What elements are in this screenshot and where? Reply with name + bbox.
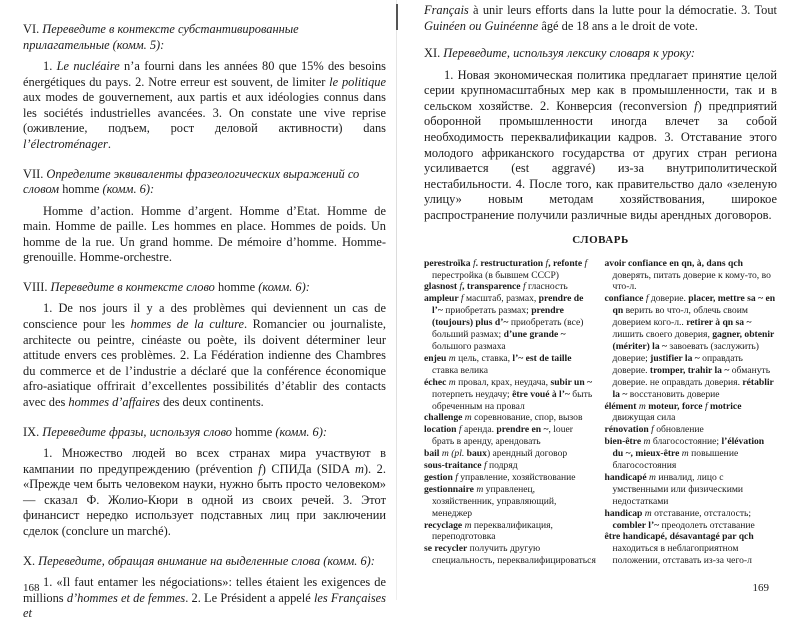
exercise-heading bbox=[23, 167, 386, 198]
dictionary-run: аренда. bbox=[461, 424, 497, 436]
dictionary-entry bbox=[424, 472, 597, 484]
text-run: f bbox=[694, 98, 698, 113]
text-run: 1. «Il faut entamer les négociations»: telles étaient les exigences de millions bbox=[23, 575, 386, 605]
dictionary-run: f bbox=[472, 257, 476, 269]
dictionary-run: провал, крах, неудача, bbox=[455, 376, 551, 388]
page-number-left: 168 bbox=[23, 582, 40, 594]
dictionary-run: отставание, отсталость; bbox=[651, 507, 752, 519]
text-run: d’hommes et de femmes bbox=[66, 590, 186, 605]
exercise-heading bbox=[424, 46, 777, 62]
dictionary-run: bail bbox=[424, 448, 442, 460]
dictionary-run: благосостояние; bbox=[650, 436, 722, 448]
dictionary-run: combler l’~ bbox=[612, 519, 660, 531]
dictionary-run: m bbox=[464, 519, 472, 531]
dictionary-run: преодолеть отставание bbox=[659, 519, 755, 531]
exercise-number: VIII. bbox=[23, 279, 51, 294]
dictionary-run: confiance bbox=[604, 293, 646, 305]
dictionary-run: цель, ставка, bbox=[455, 352, 513, 364]
dictionary-run: gestion bbox=[424, 471, 456, 483]
text-run: ). 2. «Прежде чем быть человеком науки, нужно быть просто человеком» — сказал Ф. Жолио-Кюри в одной из своих речей. 3. Этот финансист нередко использует подставных лиц при заключении сделок (conclure un marché). bbox=[23, 461, 386, 539]
dictionary-entry bbox=[424, 353, 597, 377]
dictionary-run: perestroïka bbox=[424, 257, 473, 269]
text-run: 1. Новая экономическая политика предлагает принятие целой серии крупномасштабных мер как в промышленности, так и в сельском хозяйстве. 2. Конверсия (reconversion bbox=[424, 67, 777, 113]
dictionary-run: l’~ est de taille bbox=[512, 352, 572, 364]
dictionary-entry bbox=[424, 424, 597, 448]
dictionary-entry bbox=[424, 543, 597, 567]
dictionary-run: f bbox=[458, 424, 462, 436]
exercise-instruction: Переведите, обращая внимание на выделенные слова (комм. 6): bbox=[38, 553, 375, 568]
text-run: ) СПИДа (SIDA bbox=[261, 461, 355, 476]
dictionary-run: restructuration bbox=[480, 257, 546, 269]
dictionary-run: управленец, хозяйственник, управляющий, менеджер bbox=[432, 483, 557, 519]
dictionary-run: rétablir la ~ bbox=[612, 376, 774, 400]
dictionary-run: приобретать размах; bbox=[442, 305, 532, 317]
exercise-instruction: homme bbox=[62, 182, 100, 197]
dictionary-run: m bbox=[643, 436, 651, 448]
dictionary-run: d’une grande ~ bbox=[503, 329, 566, 341]
dictionary-run: подряд bbox=[486, 460, 518, 472]
exercise-instruction: Переведите, используя лексику словаря к уроку: bbox=[443, 46, 695, 61]
dictionary-run: лишить своего доверия, bbox=[612, 329, 713, 341]
dictionary-run: , bbox=[548, 257, 553, 269]
exercise-paragraph bbox=[23, 59, 386, 153]
dictionary-entry bbox=[424, 293, 597, 353]
dictionary-run: m bbox=[638, 400, 646, 412]
dictionary-run: enjeu bbox=[424, 352, 449, 364]
exercise-paragraph bbox=[23, 575, 386, 622]
exercise-heading bbox=[23, 554, 386, 570]
text-run: hommes d’affaires bbox=[68, 395, 160, 409]
dictionary-run: движущая сила bbox=[612, 412, 676, 424]
dictionary-entry bbox=[424, 484, 597, 520]
dictionary-run: f bbox=[704, 400, 708, 412]
exercise-heading bbox=[23, 280, 386, 296]
text-run: m bbox=[354, 461, 364, 476]
dictionary-run: prendre en ~ bbox=[496, 424, 549, 436]
exercise-instruction: (комм. 6): bbox=[255, 279, 310, 294]
text-run: 1. De nos jours il y a des problèmes qui deviennent un cas de conscience pour les bbox=[23, 301, 386, 332]
dictionary-run: l’élévation du ~, mieux-être bbox=[612, 436, 765, 460]
exercise-number: VI. bbox=[23, 22, 43, 36]
dictionary-entry bbox=[424, 448, 597, 460]
dictionary-run: handicapé bbox=[604, 471, 650, 483]
dictionary-run: f bbox=[483, 460, 487, 472]
dictionary-run: m bbox=[448, 376, 456, 388]
text-run: . bbox=[107, 136, 111, 151]
dictionary-run: быть обреченным на провал bbox=[432, 388, 593, 412]
dictionary-run: гласность bbox=[525, 281, 568, 293]
dictionary bbox=[424, 258, 777, 568]
dictionary-run: ставка велика bbox=[432, 364, 488, 376]
exercise-instruction: Переведите в контексте слово bbox=[50, 279, 218, 294]
dictionary-run: обмануть доверие. не оправдать доверия. bbox=[612, 364, 771, 388]
exercise-number: VII. bbox=[23, 166, 47, 181]
dictionary-run: être handicapé, désavantagé par qch bbox=[604, 531, 754, 543]
dictionary-run: переквалификация, переподготовка bbox=[432, 519, 553, 543]
dictionary-run: prendre (toujours) plus d’~ bbox=[432, 305, 564, 329]
text-run: âgé de 18 ans a le droit de vote. bbox=[538, 18, 698, 33]
text-run: f bbox=[258, 461, 262, 476]
dictionary-run: оправдать доверие. bbox=[612, 352, 743, 376]
dictionary-run: m bbox=[644, 507, 652, 519]
dictionary-run: приобретать (все) больший размах; bbox=[432, 317, 584, 341]
dictionary-run: recyclage bbox=[424, 519, 465, 531]
dictionary-entry bbox=[605, 401, 778, 425]
dictionary-run: f bbox=[460, 293, 464, 305]
right-page bbox=[398, 0, 793, 600]
dictionary-run: subir un ~ bbox=[550, 376, 593, 388]
dictionary-run: location bbox=[424, 424, 459, 436]
dictionary-run: tromper, trahir la ~ bbox=[649, 364, 730, 376]
text-run: ) предприятий оборонной промышленности иногда влечет за собой необходимость переквалификации кадров. 3. Отставание этого молодого африканского государства от других стран региона усиливается (est aggravé) из-за внутриполитической нестабильности. 4. После того, как правительство дало «зеленую улицу» новым методам хозяйствования, широкое распространение получили различные виды арендных договоров. bbox=[424, 98, 777, 223]
dictionary-run: motrice bbox=[707, 400, 742, 412]
text-run: le politique bbox=[329, 74, 387, 89]
dictionary-run: потерпеть неудачу; bbox=[432, 388, 513, 400]
dictionary-run: m (pl. bbox=[441, 448, 465, 460]
text-run: à unir leurs efforts dans la lutte pour la démocratie. 3. Tout bbox=[468, 3, 777, 17]
text-run: Le nucléaire bbox=[56, 59, 120, 73]
dictionary-run: être voué à l’~ bbox=[512, 388, 570, 400]
dictionary-entry bbox=[605, 531, 778, 567]
dictionary-run: f bbox=[455, 471, 458, 483]
dictionary-run: bien-être bbox=[604, 436, 644, 448]
dictionary-run: m bbox=[448, 352, 456, 364]
dictionary-run: f bbox=[545, 257, 549, 269]
dictionary-run: верить во что-л, облечь своим доверием кого-л.. bbox=[612, 305, 748, 329]
dictionary-run: доверие. bbox=[648, 293, 689, 305]
exercise-number: XI. bbox=[424, 46, 444, 61]
dictionary-run: . bbox=[475, 257, 481, 269]
dictionary-run: échec bbox=[424, 376, 449, 388]
dictionary-run: handicap bbox=[604, 507, 645, 519]
dictionary-run: инвалид, лицо с умственными или физическими недостатками bbox=[612, 471, 744, 507]
dictionary-run: rénovation bbox=[604, 424, 652, 436]
exercise-number: X. bbox=[23, 553, 39, 568]
dictionary-run: gagner, obtenir (mériter) la ~ bbox=[612, 329, 775, 352]
exercise-instruction: Определите эквиваленты фразеологических выражений со словом bbox=[23, 166, 360, 197]
text-run: 1. Множество людей во всех странах мира участвуют в кампании по предупреждению (prévention bbox=[23, 446, 386, 476]
dictionary-run: m bbox=[476, 483, 484, 495]
dictionary-run: se recycler bbox=[424, 543, 468, 555]
dictionary-column-2 bbox=[605, 258, 778, 568]
dictionary-entry bbox=[424, 460, 597, 472]
dictionary-run: соревнование, спор, вызов bbox=[471, 412, 583, 424]
exercise-xi bbox=[424, 46, 777, 223]
dictionary-run: f bbox=[584, 257, 588, 269]
exercise-number: IX. bbox=[23, 424, 43, 439]
exercise-heading bbox=[23, 22, 386, 53]
left-page-body bbox=[23, 22, 386, 622]
dictionary-run: повышение благосостояния bbox=[612, 448, 739, 472]
dictionary-run: gestionnaire bbox=[424, 483, 477, 495]
dictionary-run: , bbox=[462, 281, 467, 293]
exercise-paragraph bbox=[424, 68, 777, 224]
dictionary-run: prendre de l’~ bbox=[432, 293, 584, 317]
dictionary-run: завоевать (заслужить) доверие; bbox=[612, 340, 759, 364]
dictionary-run: большого размаха bbox=[432, 340, 506, 352]
dictionary-entry bbox=[424, 520, 597, 544]
dictionary-run: baux bbox=[464, 448, 487, 460]
dictionary-entry bbox=[424, 258, 597, 282]
dictionary-run: ) арендный договор bbox=[486, 448, 568, 460]
dictionary-title: СЛОВАРЬ bbox=[572, 233, 629, 246]
dictionary-run: f bbox=[459, 281, 463, 293]
dictionary-run: восстановить доверие bbox=[627, 388, 720, 400]
dictionary-run: обновление bbox=[653, 424, 704, 436]
dictionary-run: sous-traitance bbox=[424, 460, 484, 472]
text-run: Français bbox=[424, 3, 469, 17]
text-run: Homme d’action. Homme d’argent. Homme d’Etat. Homme de main. Homme de paille. Les hommes en place. Hommes de poids. Un homme de la rue. Un grand homme. De mémoire d’homme. Homme-grenouille. Homme-orchestre. bbox=[23, 203, 386, 265]
dictionary-run: , louer брать в аренду, арендовать bbox=[432, 424, 573, 448]
text-run: Guinéen ou Guinéenne bbox=[424, 18, 539, 33]
dictionary-run: ampleur bbox=[424, 293, 461, 305]
continuation-paragraph bbox=[424, 3, 777, 34]
dictionary-entry bbox=[605, 293, 778, 400]
dictionary-run: f bbox=[522, 281, 526, 293]
text-run: hommes de la culture bbox=[130, 317, 244, 332]
exercise-instruction: Переведите фразы, используя слово bbox=[42, 424, 236, 439]
book-gutter bbox=[396, 0, 397, 600]
dictionary-run: avoir confiance en qn, à, dans qch bbox=[604, 257, 743, 269]
text-run: des deux continents. bbox=[159, 395, 264, 409]
dictionary-run: retirer à qn sa ~ bbox=[686, 317, 752, 329]
dictionary-entry bbox=[605, 508, 778, 532]
dictionary-run: refonte bbox=[553, 257, 585, 269]
dictionary-run: масштаб, размах, bbox=[463, 293, 539, 305]
dictionary-run: élément bbox=[604, 400, 639, 412]
dictionary-run: получить другую специальность, переквалифицироваться bbox=[432, 543, 596, 567]
dictionary-run: placer, mettre sa ~ en qn bbox=[612, 293, 776, 317]
exercise-heading bbox=[23, 425, 386, 441]
exercise-instruction: homme bbox=[235, 424, 273, 439]
exercise-instruction: homme bbox=[217, 279, 256, 294]
exercise-instruction: (комм. 6): bbox=[272, 424, 328, 439]
text-run: l’électroménager bbox=[23, 136, 108, 151]
dictionary-run: находиться в неблагоприятном положении, отставать из-за чего-л bbox=[612, 543, 752, 567]
dictionary-run: m bbox=[464, 412, 472, 424]
dictionary-run: m bbox=[649, 471, 656, 483]
text-run: aux modes de gouvernement, aux partis et aux idéologies connus dans les sociétés industrielles avancées. 3. On constate une vive reprise (оживление, подъем, рост деловой активности) dans bbox=[23, 90, 386, 136]
dictionary-entry bbox=[605, 424, 778, 436]
dictionary-run: управление, хозяйствование bbox=[457, 471, 576, 483]
text-run: 1. bbox=[43, 59, 57, 73]
dictionary-run: f bbox=[645, 293, 649, 305]
dictionary-run: challenge bbox=[424, 412, 465, 424]
dictionary-entry bbox=[605, 436, 778, 472]
text-run: les Françaises et bbox=[23, 590, 386, 621]
dictionary-run: justifier la ~ bbox=[650, 352, 700, 364]
exercise-paragraph bbox=[23, 301, 386, 410]
text-run: n’a fourni dans les années 80 que 15% des besoins énergétiques du pays. 2. Notre erreur est souvent, de limiter bbox=[23, 59, 387, 89]
page-number-right: 169 bbox=[752, 582, 769, 594]
dictionary-run: glasnost bbox=[424, 281, 460, 293]
dictionary-run: перестройка (в бывшем СССР) bbox=[432, 269, 559, 281]
exercise-paragraph bbox=[23, 204, 386, 266]
dictionary-column-1 bbox=[424, 258, 597, 568]
text-run: . 2. Le Président a appelé bbox=[185, 590, 314, 605]
dictionary-run: m bbox=[681, 448, 689, 460]
dictionary-entry bbox=[605, 258, 778, 294]
dictionary-run: transparence bbox=[466, 281, 523, 293]
exercise-instruction: (комм. 6): bbox=[99, 182, 155, 197]
dictionary-run: moteur, force bbox=[645, 400, 705, 412]
dictionary-run: f bbox=[651, 424, 654, 436]
exercise-instruction: Переведите в контексте субстантивированные прилагательные (комм. 5): bbox=[23, 22, 299, 52]
dictionary-entry bbox=[424, 281, 597, 293]
dictionary-entry bbox=[424, 377, 597, 413]
dictionary-entry bbox=[424, 412, 597, 424]
text-run: . Romancier ou journaliste, architecte ou peintre, cinéaste ou poète, ils doivent déterminer leur attitude envers ces problèmes. 2. La Fédération indienne des Chambres du commerce et de l’industrie a déclaré que la conférence économique afro-asiatique offrirait d’excellentes possibilités d’établir des contacts avec des bbox=[23, 317, 386, 409]
dictionary-run: доверять, питать доверие к кому-то, во что-л. bbox=[612, 269, 771, 293]
exercise-paragraph bbox=[23, 446, 386, 540]
dictionary-entry bbox=[605, 472, 778, 508]
